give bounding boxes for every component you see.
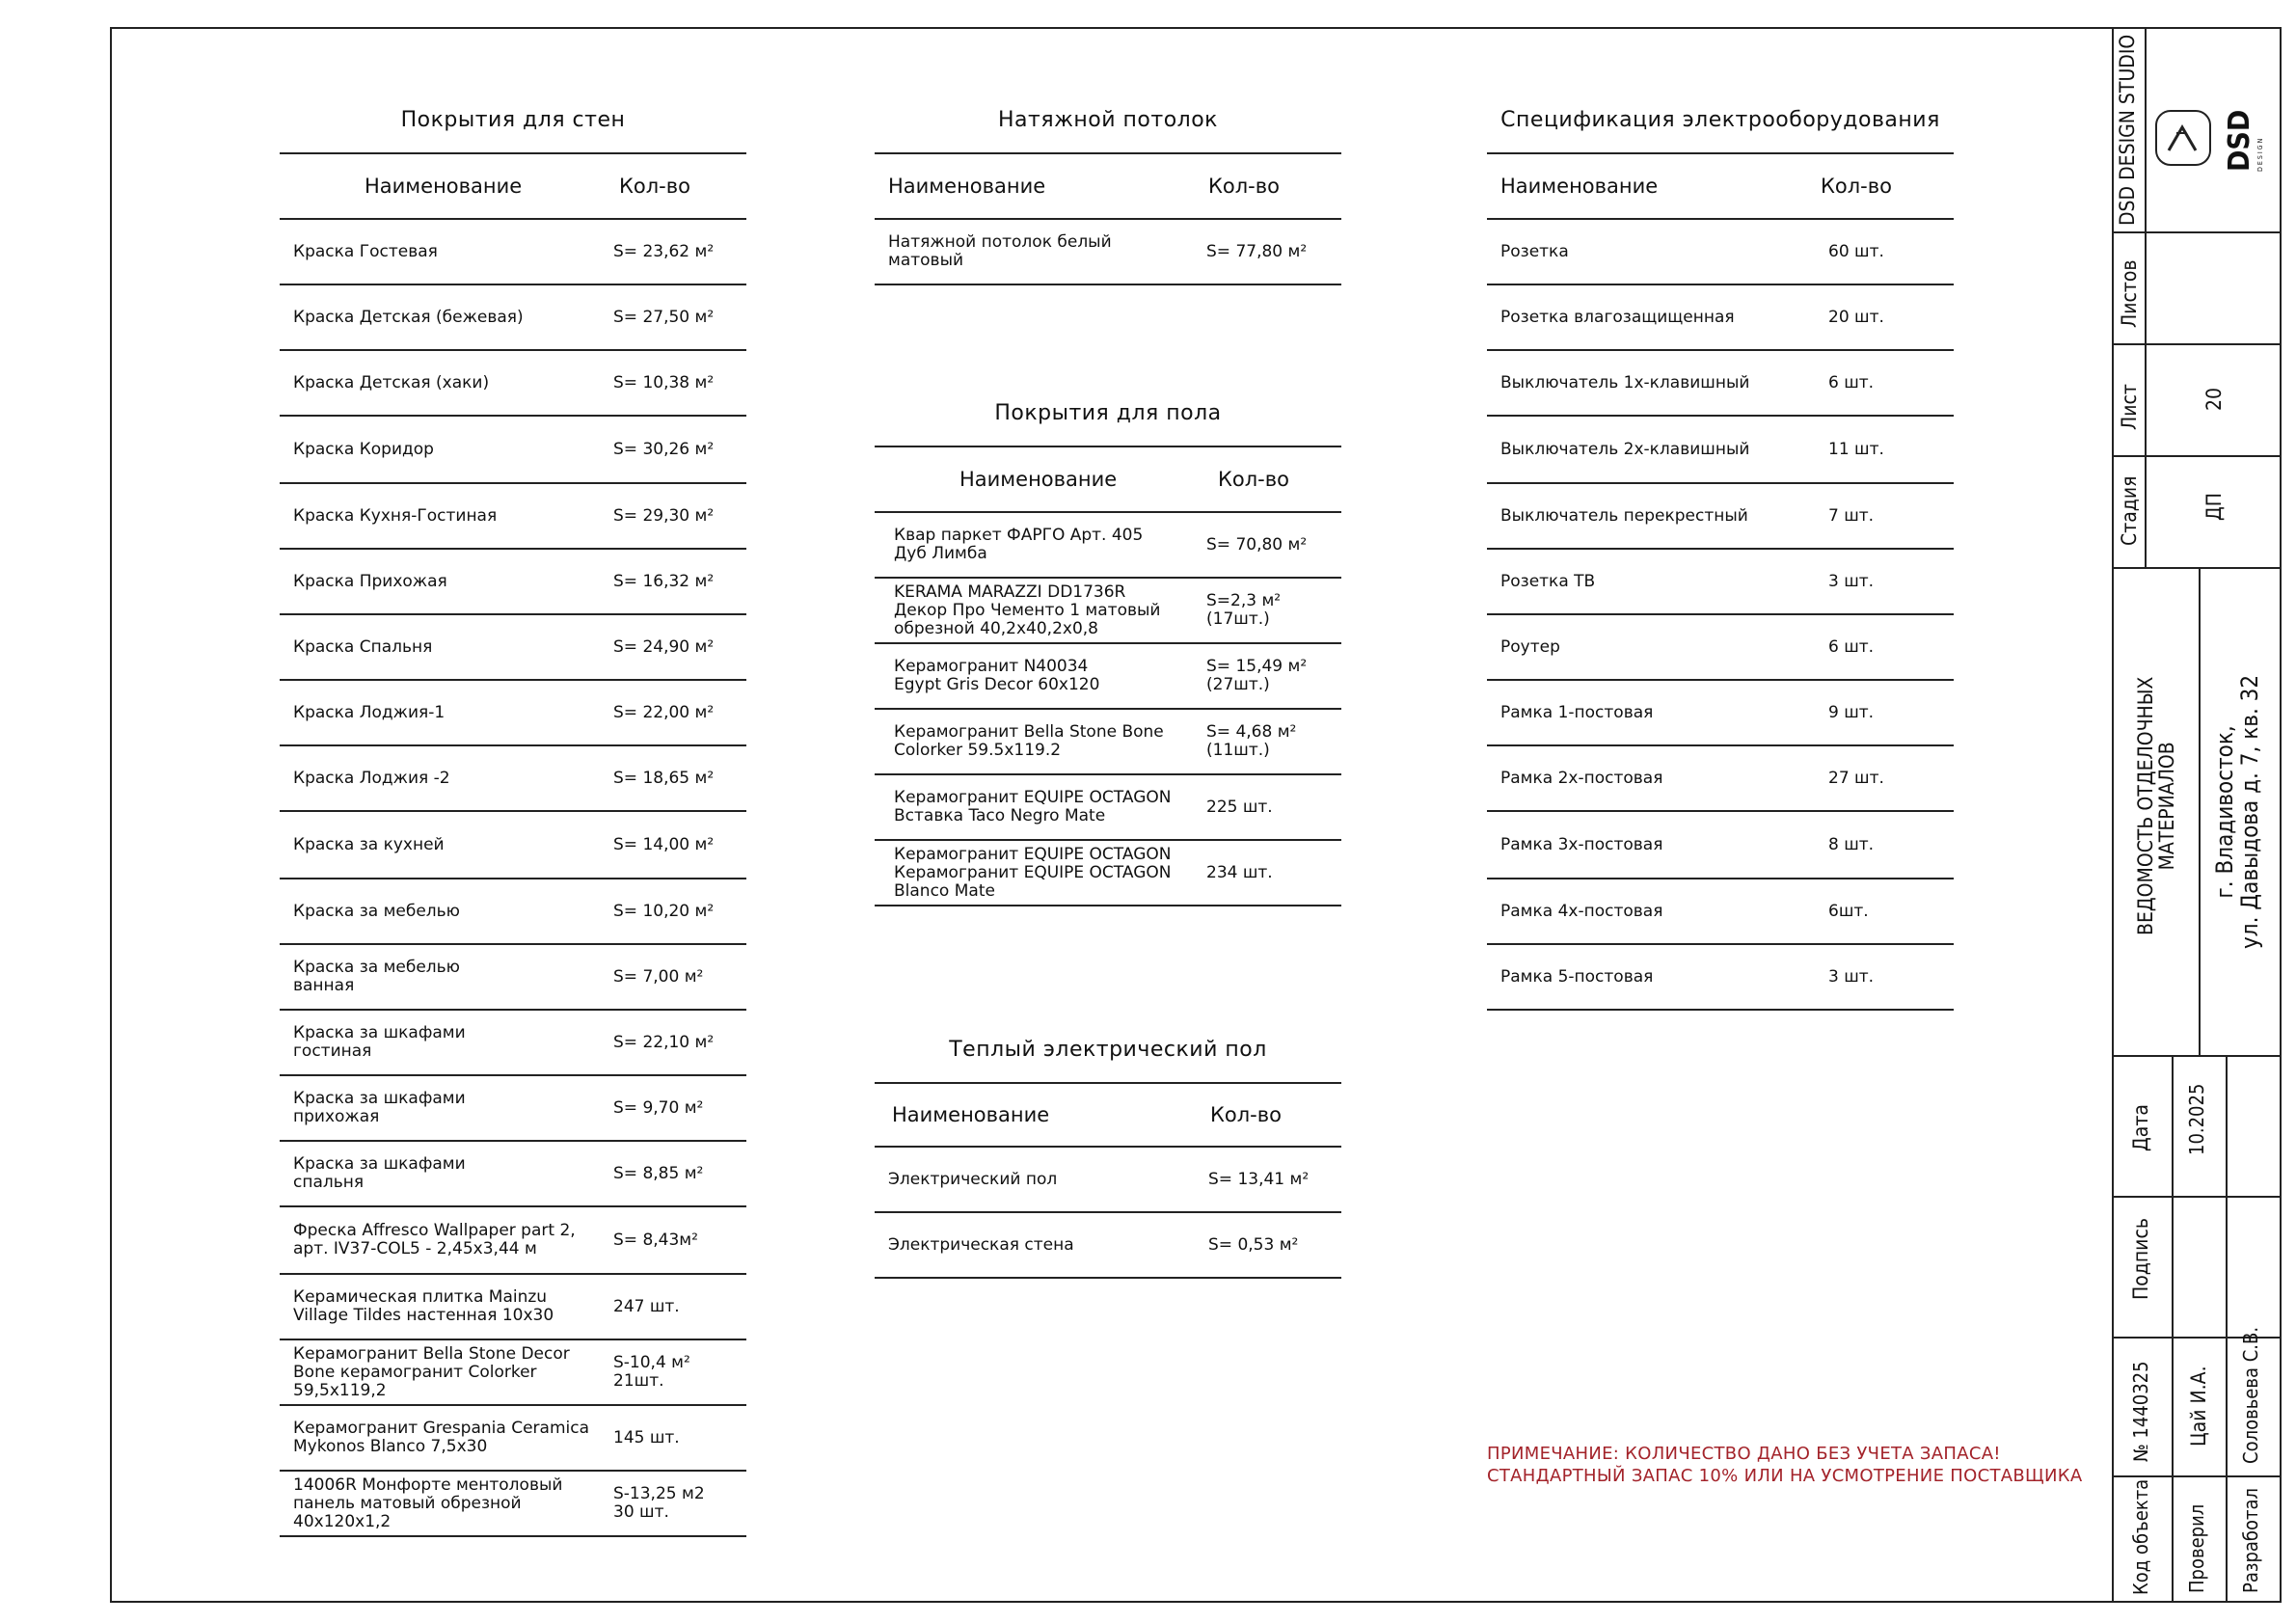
row-qty: S= 18,65 м² (613, 768, 715, 788)
table-header (1487, 152, 1954, 220)
table-title: Теплый электрический пол (949, 1038, 1267, 1062)
date-label: Дата (2129, 1104, 2152, 1151)
row-name: Электрический пол (888, 1169, 1058, 1189)
object-code-label: Код объекта (2129, 1478, 2152, 1595)
signature-label: Подпись (2129, 1218, 2152, 1300)
table-row (875, 579, 1341, 644)
row-name: Квар паркет ФАРГО Арт. 405 Дуб Лимба (894, 526, 1144, 563)
row-name: Рамка 2х-постовая (1500, 768, 1663, 788)
row-qty: 6 шт. (1828, 372, 1875, 392)
table-row (875, 841, 1341, 906)
sheet-number: 20 (2202, 387, 2226, 411)
table-row (280, 1011, 746, 1076)
row-name: Выключатель перекрестный (1500, 505, 1748, 526)
table-row (280, 417, 746, 484)
stage-value: ДП (2202, 493, 2226, 521)
row-name: Керамическая плитка Mainzu Village Tildes настенная 10х30 (293, 1287, 554, 1325)
table-title: Покрытия для пола (994, 401, 1222, 425)
row-qty: 11 шт. (1828, 439, 1884, 459)
row-qty: S= 22,00 м² (613, 702, 715, 722)
row-qty: S= 14,00 м² (613, 834, 715, 854)
logo-subtext: DESIGN (2256, 136, 2264, 172)
row-qty: S= 16,32 м² (613, 571, 715, 591)
row-qty: 27 шт. (1828, 768, 1884, 788)
row-name: Краска за мебелью (293, 901, 460, 921)
electric-spec-table (1487, 108, 1954, 1011)
note-line-1: ПРИМЕЧАНИЕ: КОЛИЧЕСТВО ДАНО БЕЗ УЧЕТА ЗАПАСА! (1487, 1444, 2001, 1464)
row-qty: S= 15,49 м² (27шт.) (1206, 657, 1308, 694)
table-row (875, 710, 1341, 775)
row-qty: 3 шт. (1828, 966, 1875, 987)
row-qty: S=2,3 м² (17шт.) (1206, 591, 1282, 629)
table-row (1487, 945, 1954, 1011)
row-qty: 8 шт. (1828, 834, 1875, 854)
row-qty: 20 шт. (1828, 307, 1884, 327)
table-row (1487, 484, 1954, 550)
table-row (1487, 285, 1954, 351)
header-name: Наименование (1500, 175, 1659, 198)
row-name: Керамогранит EQUIPE OCTAGON Вставка Taco Negro Mate (894, 788, 1172, 825)
header-qty: Кол-во (1208, 175, 1280, 198)
document-title (2135, 677, 2177, 935)
table-row (280, 945, 746, 1011)
row-name: Рамка 4х-постовая (1500, 901, 1663, 921)
row-name: Краска Лоджия-1 (293, 702, 446, 722)
logo-text: DSD (2223, 109, 2256, 172)
row-qty: 225 шт. (1206, 797, 1273, 817)
table-row (280, 1275, 746, 1340)
row-name: Розетка (1500, 241, 1569, 261)
table-row (280, 220, 746, 285)
row-qty: S= 24,90 м² (613, 636, 715, 657)
row-qty: S= 27,50 м² (613, 307, 715, 327)
sheet-label: Лист (2118, 384, 2141, 430)
row-qty: S= 9,70 м² (613, 1097, 704, 1118)
table-row (1487, 615, 1954, 681)
row-qty: S= 70,80 м² (1206, 534, 1308, 555)
table-row (280, 1472, 746, 1537)
row-name: Краска Гостевая (293, 241, 438, 261)
header-name: Наименование (892, 1103, 1050, 1126)
table-row (280, 285, 746, 351)
address-line-1: г. Владивосток, (2211, 725, 2238, 899)
table-row (1487, 681, 1954, 746)
checker-name: Цай И.А. (2187, 1366, 2210, 1447)
row-qty: S= 10,20 м² (613, 901, 715, 921)
table-row (875, 775, 1341, 841)
header-qty: Кол-во (1218, 468, 1289, 491)
row-qty: 3 шт. (1828, 571, 1875, 591)
row-qty: S= 0,53 м² (1208, 1234, 1299, 1255)
row-qty: 7 шт. (1828, 505, 1875, 526)
row-qty: 234 шт. (1206, 862, 1273, 882)
row-name: Краска за кухней (293, 834, 445, 854)
header-name: Наименование (888, 175, 1046, 198)
row-name: Керамогранит Grespania Ceramica Mykonos Blanco 7,5х30 (293, 1419, 589, 1456)
row-name: Краска за шкафами спальня (293, 1154, 466, 1192)
walls-table (280, 108, 746, 1537)
row-qty: 145 шт. (613, 1427, 680, 1447)
table-header (280, 152, 746, 220)
row-name: KERAMA MARAZZI DD1736R Декор Про Чементо 1 матовый обрезной 40,2х40,2х0,8 (894, 582, 1161, 638)
row-qty: S= 23,62 м² (613, 241, 715, 261)
logo-icon (2155, 110, 2211, 166)
row-qty: S= 8,43м² (613, 1230, 698, 1250)
address (2212, 675, 2262, 949)
table-row (280, 1142, 746, 1207)
header-qty: Кол-во (1210, 1103, 1282, 1126)
table-header (875, 152, 1341, 220)
table-row (280, 1076, 746, 1142)
row-qty: 9 шт. (1828, 702, 1875, 722)
row-name: 14006R Монфорте ментоловый панель матовый обрезной 40х120х1,2 (293, 1474, 563, 1531)
row-qty: 247 шт. (613, 1296, 680, 1316)
table-row (280, 681, 746, 746)
table-title: Натяжной потолок (998, 108, 1218, 132)
studio-name: DSD DESIGN STUDIO (2116, 34, 2139, 226)
row-name: Краска Прихожая (293, 571, 447, 591)
table-row (1487, 879, 1954, 945)
table-row (280, 615, 746, 681)
row-name: Краска Коридор (293, 439, 434, 459)
table-row (875, 220, 1341, 285)
row-name: Керамогранит Bella Stone Bone Colorker 59.5x119.2 (894, 722, 1164, 760)
row-name: Рамка 1-постовая (1500, 702, 1654, 722)
row-qty: 60 шт. (1828, 241, 1884, 261)
stage-label: Стадия (2118, 475, 2141, 546)
header-name: Наименование (365, 175, 523, 198)
row-qty: S= 29,30 м² (613, 505, 715, 526)
row-name: Керамогранит Bella Stone Decor Bone керамогранит Colorker 59,5х119,2 (293, 1343, 570, 1400)
table-row (1487, 220, 1954, 285)
row-name: Роутер (1500, 636, 1560, 657)
header-qty: Кол-во (619, 175, 690, 198)
table-header (875, 446, 1341, 513)
table-title: Спецификация электрооборудования (1500, 108, 1940, 132)
table-row (280, 1406, 746, 1472)
row-name: Рамка 3х-постовая (1500, 834, 1663, 854)
address-line-2: ул. Давыдова д. 7, кв. 32 (2236, 674, 2263, 949)
table-header (875, 1082, 1341, 1148)
row-name: Краска Детская (бежевая) (293, 307, 524, 327)
table-row (280, 1207, 746, 1275)
table-row (280, 1340, 746, 1406)
row-name: Рамка 5-постовая (1500, 966, 1654, 987)
table-row (875, 644, 1341, 710)
row-qty: S= 7,00 м² (613, 966, 704, 987)
header-qty: Кол-во (1821, 175, 1892, 198)
row-name: Электрическая стена (888, 1234, 1074, 1255)
row-name: Краска за мебелью ванная (293, 958, 460, 995)
table-row (280, 484, 746, 550)
table-row (280, 746, 746, 812)
row-qty: S= 30,26 м² (613, 439, 715, 459)
table-row (280, 351, 746, 417)
row-qty: S-13,25 м2 30 шт. (613, 1484, 705, 1522)
object-code-value: № 1440325 (2129, 1361, 2152, 1462)
table-row (280, 550, 746, 615)
row-qty: S= 77,80 м² (1206, 241, 1308, 261)
row-qty: S= 13,41 м² (1208, 1169, 1310, 1189)
row-qty: 6шт. (1828, 901, 1869, 921)
table-row (875, 1148, 1341, 1213)
row-name: Краска Кухня-Гостиная (293, 505, 498, 526)
table-row (1487, 417, 1954, 484)
table-title: Покрытия для стен (400, 108, 626, 132)
checked-label: Проверил (2185, 1503, 2208, 1593)
header-name: Наименование (959, 468, 1118, 491)
table-row (280, 879, 746, 945)
document-title-line-1: ВЕДОМОСТЬ ОТДЕЛОЧНЫХ (2134, 676, 2157, 935)
ceiling-table (875, 108, 1341, 285)
document-title-line-2: МАТЕРИАЛОВ (2155, 742, 2178, 871)
row-name: Натяжной потолок белый матовый (888, 232, 1112, 270)
row-name: Краска за шкафами гостиная (293, 1023, 466, 1061)
date-value: 10.2025 (2185, 1083, 2208, 1155)
table-row (1487, 550, 1954, 615)
floor-table (875, 401, 1341, 906)
row-name: Краска Спальня (293, 636, 433, 657)
row-qty: S= 10,38 м² (613, 372, 715, 392)
table-row (1487, 746, 1954, 812)
row-name: Краска Детская (хаки) (293, 372, 490, 392)
table-row (280, 812, 746, 879)
developer-name: Соловьева С.В. (2239, 1326, 2262, 1464)
row-name: Розетка ТВ (1500, 571, 1596, 591)
row-name: Выключатель 2х-клавишный (1500, 439, 1750, 459)
row-name: Керамогранит EQUIPE OCTAGON Керамогранит EQUIPE OCTAGON Blanco Mate (894, 844, 1172, 901)
table-row (875, 1213, 1341, 1279)
row-name: Керамогранит N40034 Egypt Gris Decor 60x120 (894, 657, 1100, 694)
row-name: Краска за шкафами прихожая (293, 1089, 466, 1126)
row-name: Краска Лоджия -2 (293, 768, 450, 788)
row-qty: 6 шт. (1828, 636, 1875, 657)
heated-floor-table (875, 1038, 1341, 1279)
developed-label: Разработал (2239, 1487, 2262, 1593)
note (1487, 1443, 2082, 1487)
row-qty: S= 4,68 м² (11шт.) (1206, 722, 1297, 760)
row-name: Розетка влагозащищенная (1500, 307, 1735, 327)
sheets-label: Листов (2118, 259, 2141, 328)
table-row (875, 513, 1341, 579)
row-qty: S= 8,85 м² (613, 1163, 704, 1183)
table-row (1487, 351, 1954, 417)
note-line-2: СТАНДАРТНЫЙ ЗАПАС 10% ИЛИ НА УСМОТРЕНИЕ ПОСТАВЩИКА (1487, 1466, 2083, 1486)
row-name: Фреска Affresco Wallpaper part 2, арт. IV37-COL5 - 2,45х3,44 м (293, 1221, 576, 1258)
table-row (1487, 812, 1954, 879)
row-qty: S= 22,10 м² (613, 1032, 715, 1052)
row-qty: S-10,4 м² 21шт. (613, 1353, 690, 1391)
row-name: Выключатель 1х-клавишный (1500, 372, 1750, 392)
